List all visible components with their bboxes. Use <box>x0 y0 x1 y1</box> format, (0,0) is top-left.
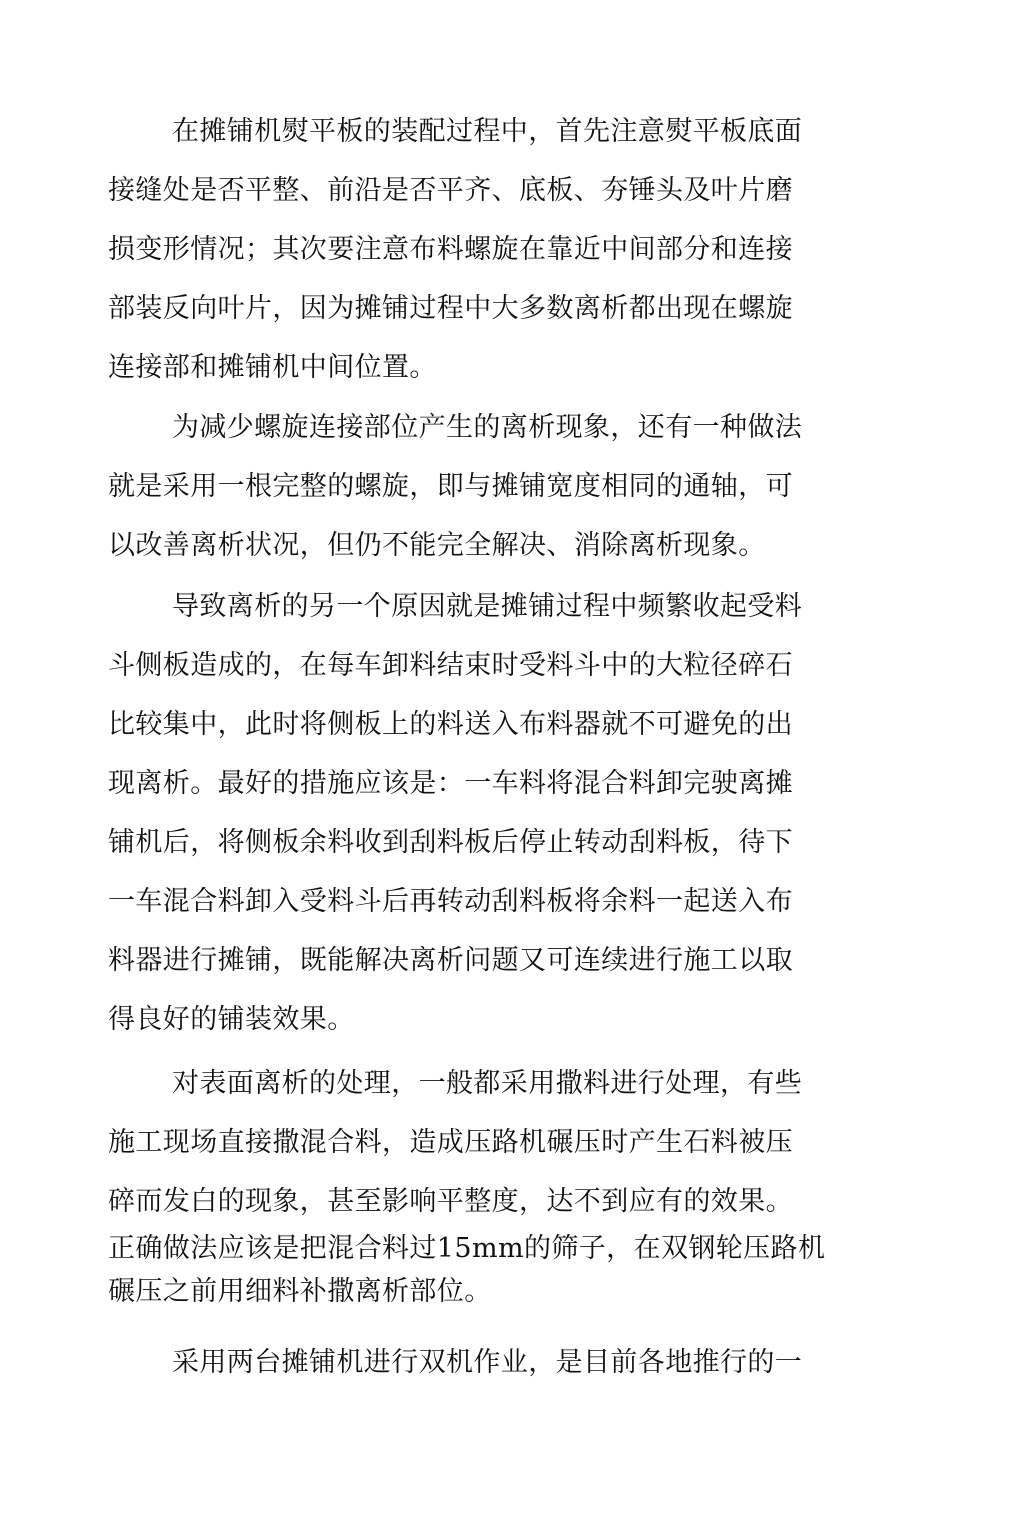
text-line: 导致离析的另一个原因就是摊铺过程中频繁收起受料 <box>172 591 803 622</box>
text-line: 接缝处是否平整、前沿是否平齐、底板、夯锤头及叶片磨 <box>108 175 793 206</box>
text-line: 碾压之前用细料补撒离析部位。 <box>108 1276 492 1307</box>
text-line: 连接部和摊铺机中间位置。 <box>108 352 437 383</box>
text-line: 部装反向叶片，因为摊铺过程中大多数离析都出现在螺旋 <box>108 293 793 324</box>
text-line: 在摊铺机熨平板的装配过程中，首先注意熨平板底面 <box>172 116 803 147</box>
text-line: 一车混合料卸入受料斗后再转动刮料板将余料一起送入布 <box>108 886 793 917</box>
text-line: 斗侧板造成的，在每车卸料结束时受料斗中的大粒径碎石 <box>108 650 793 681</box>
text-line: 对表面离析的处理，一般都采用撒料进行处理，有些 <box>172 1068 803 1099</box>
text-line: 采用两台摊铺机进行双机作业，是目前各地推行的一 <box>172 1347 803 1378</box>
text-line: 碎而发白的现象，甚至影响平整度，达不到应有的效果。 <box>108 1186 793 1217</box>
paragraph-5 <box>108 1333 824 1392</box>
text-line: 现离析。最好的措施应该是：一车料将混合料卸完驶离摊 <box>108 768 793 799</box>
text-line: 铺机后，将侧板余料收到刮料板后停止转动刮料板，待下 <box>108 827 793 858</box>
text-line: 施工现场直接撒混合料，造成压路机碾压时产生石料被压 <box>108 1127 793 1158</box>
paragraph-2 <box>108 398 824 575</box>
text-line: 为减少螺旋连接部位产生的离析现象，还有一种做法 <box>172 412 803 443</box>
paragraph-1 <box>108 102 824 397</box>
paragraph-3 <box>108 577 824 1049</box>
text-line: 以改善离析状况，但仍不能完全解决、消除离析现象。 <box>108 530 766 561</box>
text-line: 就是采用一根完整的螺旋，即与摊铺宽度相同的通轴，可 <box>108 471 793 502</box>
paragraph-4 <box>108 1054 824 1313</box>
text-line: 得良好的铺装效果。 <box>108 1004 355 1035</box>
text-line: 正确做法应该是把混合料过15mm的筛子，在双钢轮压路机 <box>108 1233 826 1264</box>
text-line: 损变形情况；其次要注意布料螺旋在靠近中间部分和连接 <box>108 234 793 265</box>
text-line: 比较集中，此时将侧板上的料送入布料器就不可避免的出 <box>108 709 793 740</box>
text-line: 料器进行摊铺，既能解决离析问题又可连续进行施工以取 <box>108 945 793 976</box>
